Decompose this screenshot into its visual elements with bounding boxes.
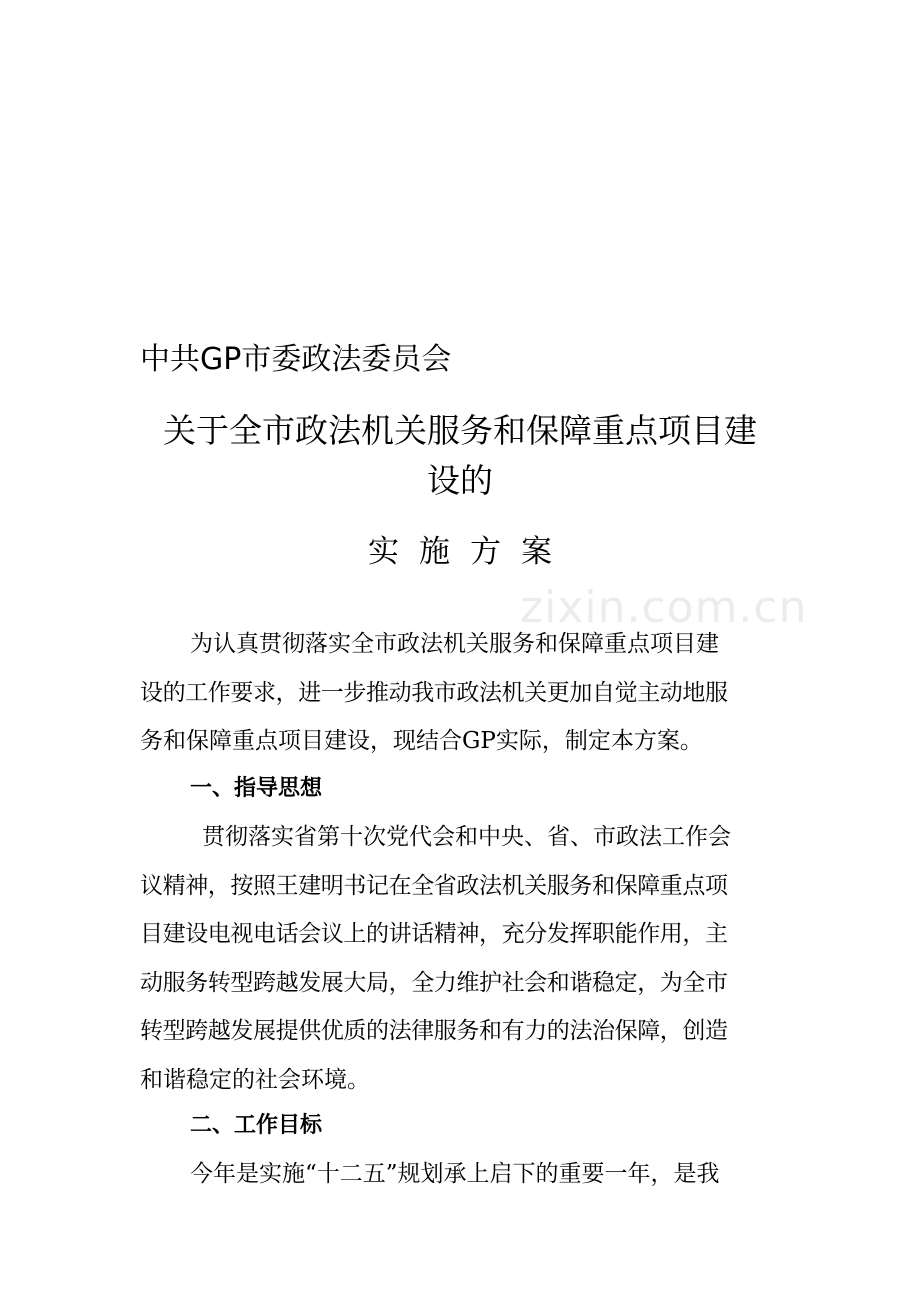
paragraph-line: 设的工作要求，进一步推动我市政法机关更加自觉主动地服	[140, 679, 728, 706]
section-1-paragraph	[140, 813, 780, 1104]
paragraph-line: 和谐稳定的社会环境。	[140, 1066, 370, 1093]
section-heading: 二、工作目标	[190, 1113, 323, 1138]
paragraph-line: 今年是实施“十二五”规划承上启下的重要一年，是我	[190, 1161, 720, 1187]
paragraph-line: 为认真贯彻落实全市政法机关服务和保障重点项目建	[190, 631, 719, 657]
paragraph-line: 议精神，按照王建明书记在全省政法机关服务和保障重点项	[140, 872, 728, 899]
watermark-text: zixin.com.cn	[520, 582, 808, 633]
paragraph-line: 务和保障重点项目建设，现结合GP实际，制定本方案。	[140, 728, 703, 754]
section-2-paragraph	[140, 1150, 780, 1199]
paragraph-line: 动服务转型跨越发展大局，全力维护社会和谐稳定，为全市	[140, 969, 728, 996]
paragraph-line: 贯彻落实省第十次党代会和中央、省、市政法工作会	[202, 824, 731, 850]
paragraph-line: 目建设电视电话会议上的讲话精神，充分发挥职能作用，主	[140, 921, 728, 947]
issuing-organization: 中共GP市委政法委员会	[140, 342, 452, 377]
section-2-heading-block	[140, 1102, 780, 1151]
paragraph-line: 转型跨越发展提供优质的法律服务和有力的法治保障，创造	[140, 1018, 728, 1044]
section-1-heading-block	[140, 765, 780, 814]
intro-paragraph	[140, 620, 780, 766]
document-title-line-2: 设的	[427, 461, 493, 500]
document-subtitle: 实施方案	[368, 534, 572, 570]
section-heading: 一、指导思想	[190, 776, 323, 801]
document-title-line-1: 关于全市政法机关服务和保障重点项目建	[163, 411, 757, 450]
